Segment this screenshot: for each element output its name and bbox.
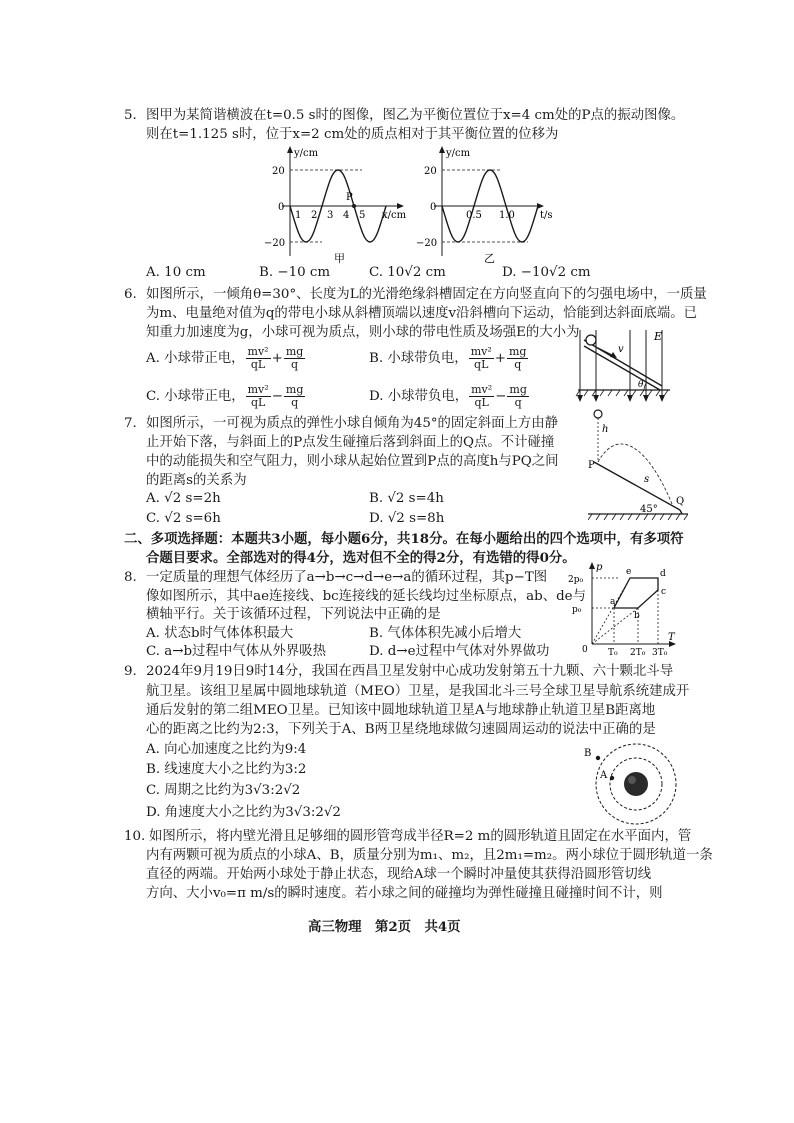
q6-fig-theta: θ xyxy=(638,380,644,390)
q8-fig-c: c xyxy=(661,587,667,597)
q9-figure xyxy=(584,738,680,828)
q6-option-c xyxy=(146,384,306,409)
q6-c-prefix: C. 小球带正电， xyxy=(146,389,245,404)
section2-heading-line2: 合题目要求。全部选对的得4分，选对但不全的得2分，有选错的得0分。 xyxy=(146,550,576,566)
q9-option-a: A. 向心加速度之比约为9:4 xyxy=(146,742,307,757)
q5-yi-tick1: 0.5 xyxy=(466,210,482,221)
q5-jia-tick4: 4 xyxy=(343,210,350,221)
q7-option-d: D. √2 s=8h xyxy=(369,511,445,526)
q9-stem-line1: 2024年9月19日9时14分，我国在西昌卫星发射中心成功发射第五十九颗、六十颗北斗导 xyxy=(146,664,674,679)
q5-option-b: B. −10 cm xyxy=(259,265,331,280)
q7-fig-p: P xyxy=(588,460,595,471)
q8-fig-p0: p₀ xyxy=(572,605,582,615)
q7-option-a: A. √2 s=2h xyxy=(146,491,221,506)
q6-a-frac2: $\frac{mg}{q}$ xyxy=(285,345,304,371)
q8-fig-t: T xyxy=(668,632,675,643)
q5-yi-tick2: 1.0 xyxy=(499,210,515,221)
page-footer: 高三物理 第2页 共4页 xyxy=(308,919,461,935)
q5-option-d: D. −10√2 cm xyxy=(502,265,591,280)
q8-option-c: C. a→b过程中气体从外界吸热 xyxy=(146,644,326,659)
q6-c-op: − xyxy=(271,389,283,404)
q6-d-prefix: D. 小球带负电， xyxy=(369,389,469,404)
q7-stem-line1: 如图所示，一可视为质点的弹性小球自倾角为45°的固定斜面上方由静 xyxy=(146,416,559,431)
q7-fig-q: Q xyxy=(676,496,685,507)
q5-jia-ylabel: y/cm xyxy=(294,148,319,159)
q5-jia-ytop: 20 xyxy=(272,166,285,177)
q9-option-d: D. 角速度大小之比约为3√3:2√2 xyxy=(146,805,341,820)
q8-fig-e: e xyxy=(626,567,632,577)
q7-option-c: C. √2 s=6h xyxy=(146,511,221,526)
q7-fig-s: s xyxy=(644,474,650,485)
q6-stem-line3: 知重力加速度为g，小球可视为质点，则小球的带电性质及场强E的大小为 xyxy=(146,325,580,340)
q8-option-d: D. d→e过程中气体对外界做功 xyxy=(369,644,550,659)
q7-fig-angle: 45° xyxy=(640,504,658,515)
q9-number: 9. xyxy=(124,664,137,679)
q10-stem-line1: 如图所示，将内壁光滑且足够细的圆形管弯成半径R=2 m的圆形轨道且固定在水平面内，管 xyxy=(149,829,692,844)
q6-figure xyxy=(574,326,674,412)
q5-jia-tick5: 5 xyxy=(359,210,366,221)
q6-stem-line2: 为m、电量绝对值为q的带电小球从斜槽顶端以速度v沿斜槽向下运动，恰能到达斜面底端。已 xyxy=(146,306,698,321)
q5-stem-line1: 图甲为某简谐横波在t=0.5 s时的图像，图乙为平衡位置位于x=4 cm处的P点的振动图像。 xyxy=(146,108,685,123)
q5-jia-zero: 0 xyxy=(278,202,285,213)
q7-number: 7. xyxy=(124,416,137,431)
q6-b-frac2: $\frac{mg}{q}$ xyxy=(509,345,527,371)
q8-fig-b: b xyxy=(634,611,640,621)
q9-option-b: B. 线速度大小之比约为3:2 xyxy=(146,762,307,777)
q8-figure xyxy=(568,560,680,656)
q7-stem-line3: 中的动能损失和空气阻力，则小球从起始位置到P点的高度h与PQ之间 xyxy=(146,454,559,469)
q5-yi-zero: 0 xyxy=(430,202,437,213)
q5-jia-ybot: −20 xyxy=(264,238,286,249)
q8-fig-d: d xyxy=(660,569,666,579)
q6-number: 6. xyxy=(124,287,137,302)
q5-option-c: C. 10√2 cm xyxy=(369,265,446,280)
q6-b-frac1: $\frac{\text{mv²}}{qL}$ xyxy=(470,345,492,371)
q5-option-a: A. 10 cm xyxy=(146,265,206,280)
q8-option-a: A. 状态b时气体体积最大 xyxy=(146,626,294,641)
q9-stem-line4: 心的距离之比约为2:3，下列关于A、B两卫星绕地球做匀速圆周运动的说法中正确的是 xyxy=(146,722,656,737)
q8-stem-line2: 像如图所示，其中ae连接线、bc连接线的延长线均过坐标原点，ab、de与 xyxy=(146,589,586,604)
q6-fig-v: v xyxy=(618,344,624,355)
q6-c-frac1: $\frac{\text{mv²}}{qL}$ xyxy=(247,383,269,409)
q8-fig-a: a xyxy=(610,597,616,607)
q5-number: 5. xyxy=(124,108,137,123)
q6-option-b xyxy=(369,346,529,371)
q8-fig-origin: 0 xyxy=(582,645,588,655)
q6-b-op: + xyxy=(494,351,506,366)
q5-jia-tick2: 2 xyxy=(311,210,318,221)
q9-option-c: C. 周期之比约为3√3:2√2 xyxy=(146,783,301,798)
section2-heading-line1: 二、多项选择题：本题共3小题，每小题6分，共18分。在每小题给出的四个选项中，有多项符 xyxy=(124,531,684,547)
q9-stem-line2: 航卫星。该组卫星属中圆地球轨道（MEO）卫星，是我国北斗三号全球卫星导航系统建成开 xyxy=(146,684,690,699)
q9-fig-a: A xyxy=(600,770,608,781)
q6-d-frac2: $\frac{mg}{q}$ xyxy=(509,383,527,409)
q7-figure xyxy=(588,406,688,524)
q5-yi-ybot: −20 xyxy=(416,238,438,249)
q9-stem-line3: 通后发射的第二组MEO卫星。已知该中圆地球轨道卫星A与地球静止轨道卫星B距离地 xyxy=(146,703,656,718)
q5-jia-tick3: 3 xyxy=(327,210,334,221)
q5-yi-ylabel: y/cm xyxy=(446,148,471,159)
q5-yi-ytop: 20 xyxy=(424,166,437,177)
q8-fig-p: p xyxy=(596,562,603,573)
q8-fig-t0: T₀ xyxy=(608,648,618,656)
q6-c-frac2: $\frac{mg}{q}$ xyxy=(285,383,304,409)
q6-a-op: + xyxy=(271,351,283,366)
q8-stem-line1: 一定质量的理想气体经历了a→b→c→d→e→a的循环过程，其p−T图 xyxy=(146,570,548,585)
q10-stem-line3: 直径的两端。开始两小球处于静止状态，现给A球一个瞬时冲量使其获得沿圆形管切线 xyxy=(146,867,652,882)
q7-option-b: B. √2 s=4h xyxy=(369,491,444,506)
q6-option-d xyxy=(369,384,530,409)
q5-jia-caption: 甲 xyxy=(334,252,345,264)
q7-fig-h: h xyxy=(602,424,609,435)
q8-fig-3t0: 3T₀ xyxy=(652,648,668,656)
q6-d-op: − xyxy=(495,389,507,404)
q7-stem-line4: 的距离s的关系为 xyxy=(146,473,247,488)
q8-stem-line3: 横轴平行。关于该循环过程，下列说法中正确的是 xyxy=(146,607,441,622)
q6-a-prefix: A. 小球带正电， xyxy=(146,351,245,366)
q5-jia-xlabel: x/cm xyxy=(382,210,407,221)
q5-yi-xlabel: t/s xyxy=(540,210,553,221)
q5-stem-line2: 则在t=1.125 s时，位于x=2 cm处的质点相对于其平衡位置的位移为 xyxy=(146,127,559,142)
q6-d-frac1: $\frac{\text{mv²}}{qL}$ xyxy=(471,383,493,409)
q6-option-a xyxy=(146,346,306,371)
q7-stem-line2: 止开始下落，与斜面上的P点发生碰撞后落到斜面上的Q点。不计碰撞 xyxy=(146,435,555,450)
q6-b-prefix: B. 小球带负电， xyxy=(369,351,468,366)
q6-fig-e: E xyxy=(654,330,663,343)
q5-jia-point-p: P xyxy=(346,192,353,203)
q10-stem-line2: 内有两颗可视为质点的小球A、B，质量分别为m₁、m₂，且2m₁=m₂。两小球位于圆形轨道一条 xyxy=(146,848,713,863)
q6-stem-line1: 如图所示，一倾角θ=30°、长度为L的光滑绝缘斜槽固定在方向竖直向下的匀强电场中，一质量 xyxy=(146,287,707,302)
q5-jia-tick1: 1 xyxy=(295,210,302,221)
q8-option-b: B. 气体体积先减小后增大 xyxy=(369,626,522,641)
q8-fig-2t0: 2T₀ xyxy=(630,648,646,656)
q9-fig-b: B xyxy=(584,748,592,759)
q10-number: 10. xyxy=(124,829,146,844)
q10-stem-line4: 方向、大小v₀=π m/s的瞬时速度。若小球之间的碰撞均为弹性碰撞且碰撞时间不计，则 xyxy=(146,886,663,901)
q6-a-frac1: $\frac{\text{mv²}}{qL}$ xyxy=(247,345,269,371)
q8-fig-2p0: 2p₀ xyxy=(568,575,584,585)
q5-yi-caption: 乙 xyxy=(484,252,495,264)
q8-number: 8. xyxy=(124,570,137,585)
q5-figure-jia xyxy=(262,142,412,264)
q5-figure-yi xyxy=(416,142,564,264)
